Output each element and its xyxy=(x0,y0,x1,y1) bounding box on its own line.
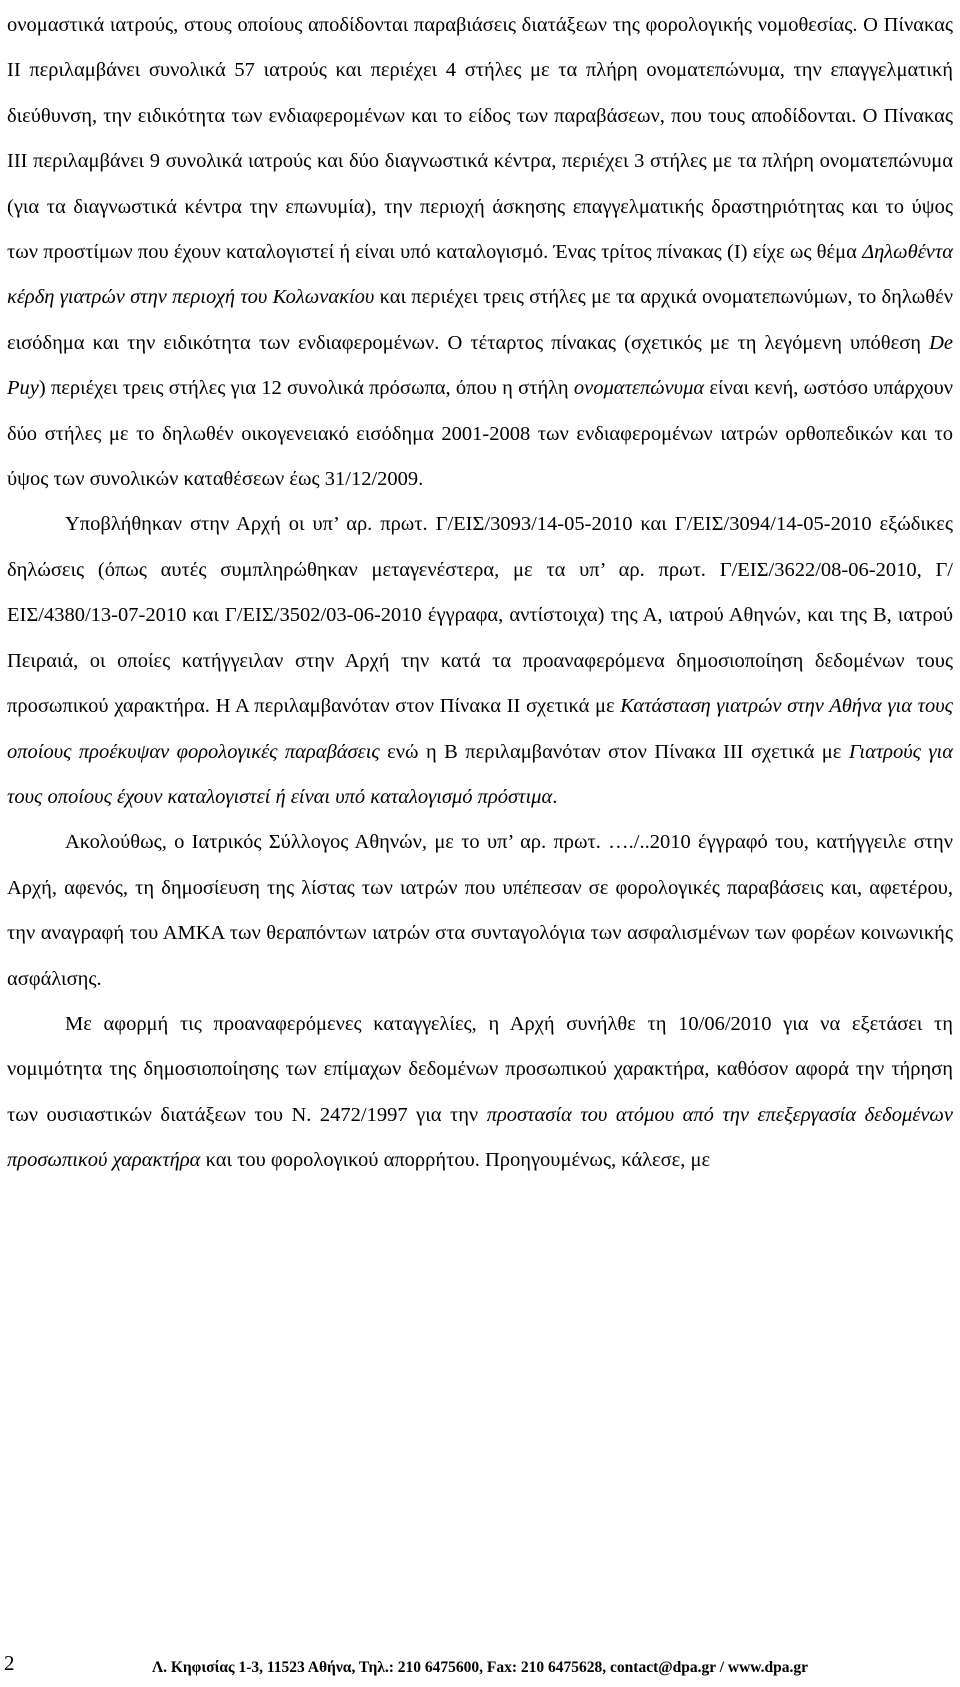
paragraph-1 xyxy=(7,3,953,502)
paragraph-2 xyxy=(7,502,953,820)
text-segment: και περιέχει τρεις στήλες με τα αρχικά ονοματεπωνύμων, το δηλωθέν εισόδημα και την ειδικότητα των ενδιαφερομένων. Ο τέταρτος πίνακας (σχετικός με τη λεγόμενη υπόθεση xyxy=(7,286,953,354)
document-body xyxy=(7,0,953,1184)
case-name: De Puy xyxy=(7,331,953,400)
paragraph-4 xyxy=(7,1002,953,1184)
table-ii-title: Κατάσταση γιατρών στην Αθήνα για τους οποίους προέκυψαν φορολογικές παραβάσεις xyxy=(7,695,953,763)
paragraph-3 xyxy=(7,820,953,1002)
text-segment: ) περιέχει τρεις στήλες για 12 συνολικά πρόσωπα, όπου η στήλη xyxy=(38,377,574,400)
text-segment: . xyxy=(552,785,558,808)
text-segment: Με αφορμή τις προαναφερόμενες καταγγελίες, η Αρχή συνήλθε τη 10/06/2010 για να εξετάσει τη νομιμότητα της δημοσιοποίησης των επίμαχων δεδομένων προσωπικού χαρακτήρα, καθόσον αφορά την τήρηση των ουσιαστικών διατάξεων του Ν. 2472/1997 για την xyxy=(7,1012,953,1126)
law-title: προστασία του ατόμου από την επεξεργασία δεδομένων προσωπικού χαρακτήρα xyxy=(7,1103,953,1172)
table-iii-title: Γιατρούς για τους οποίους έχουν καταλογιστεί ή είναι υπό καταλογισμό πρόστιμα xyxy=(7,740,953,808)
text-segment: ενώ η Β περιλαμβανόταν στον Πίνακα ΙΙΙ σχετικά με xyxy=(379,740,849,763)
text-segment: είναι κενή, ωστόσο υπάρχουν δύο στήλες με το δηλωθέν οικογενειακό εισόδημα 2001-2008 των ενδιαφερομένων ιατρών ορθοπεδικών και το ύψος των συνολικών καταθέσεων έως 31/12/2009. xyxy=(7,377,953,491)
text-segment: και του φορολογικού απορρήτου. Προηγουμένως, κάλεσε, με xyxy=(200,1149,711,1172)
table-i-title: Δηλωθέντα κέρδη γιατρών στην περιοχή του Κολωνακίου xyxy=(7,241,953,309)
column-name: ονοματεπώνυμα xyxy=(573,377,705,400)
footer-address: Λ. Κηφισίας 1-3, 11523 Αθήνα, Τηλ.: 210 6475600, Fax: 210 6475628, contact@dpa.gr / www.dpa.gr xyxy=(151,1659,809,1676)
page-number: 2 xyxy=(4,1651,15,1675)
text-segment: Ακολούθως, ο Ιατρικός Σύλλογος Αθηνών, με το υπ’ αρ. πρωτ. …./..2010 έγγραφό του, κατήγγειλε στην Αρχή, αφενός, τη δημοσίευση της λίστας των ιατρών που υπέπεσαν σε φορολογικές παραβάσεις και, αφετέρου, την αναγραφή του ΑΜΚΑ των θεραπόντων ιατρών στα συνταγολόγια των ασφαλισμένων των φορέων κοινωνικής ασφάλισης. xyxy=(7,831,953,990)
text-segment: Υποβλήθηκαν στην Αρχή οι υπ’ αρ. πρωτ. Γ/ΕΙΣ/3093/14-05-2010 και Γ/ΕΙΣ/3094/14-05-2010 εξώδικες δηλώσεις (όπως αυτές συμπληρώθηκαν μεταγενέστερα, με τα υπ’ αρ. πρωτ. Γ/ΕΙΣ/3622/08-06-2010, Γ/ΕΙΣ/4380/13-07-2010 και Γ/ΕΙΣ/3502/03-06-2010 έγγραφα, αντίστοιχα) της Α, ιατρού Αθηνών, και της Β, ιατρού Πειραιά, οι οποίες κατήγγειλαν στην Αρχή την κατά τα προαναφερόμενα δημοσιοποίηση δεδομένων τους προσωπικού χαρακτήρα. Η Α περιλαμβανόταν στον Πίνακα ΙΙ σχετικά με xyxy=(7,513,953,718)
text-segment: ονομαστικά ιατρούς, στους οποίους αποδίδονται παραβιάσεις διατάξεων της φορολογικής νομοθεσίας. Ο Πίνακας ΙΙ περιλαμβάνει συνολικά 57 ιατρούς και περιέχει 4 στήλες με τα πλήρη ονοματεπώνυμα, την επαγγελματική διεύθυνση, την ειδικότητα των ενδιαφερομένων και το είδος των παραβάσεων, που τους αποδίδονται. Ο Πίνακας ΙΙΙ περιλαμβάνει 9 συνολικά ιατρούς και δύο διαγνωστικά κέντρα, περιέχει 3 στήλες με τα πλήρη ονοματεπώνυμα (για τα διαγνωστικά κέντρα την επωνυμία), την περιοχή άσκησης επαγγελματικής δραστηριότητας και το ύψος των προστίμων που έχουν καταλογιστεί ή είναι υπό καταλογισμό. Ένας τρίτος πίνακας (Ι) είχε ως θέμα xyxy=(7,14,953,264)
